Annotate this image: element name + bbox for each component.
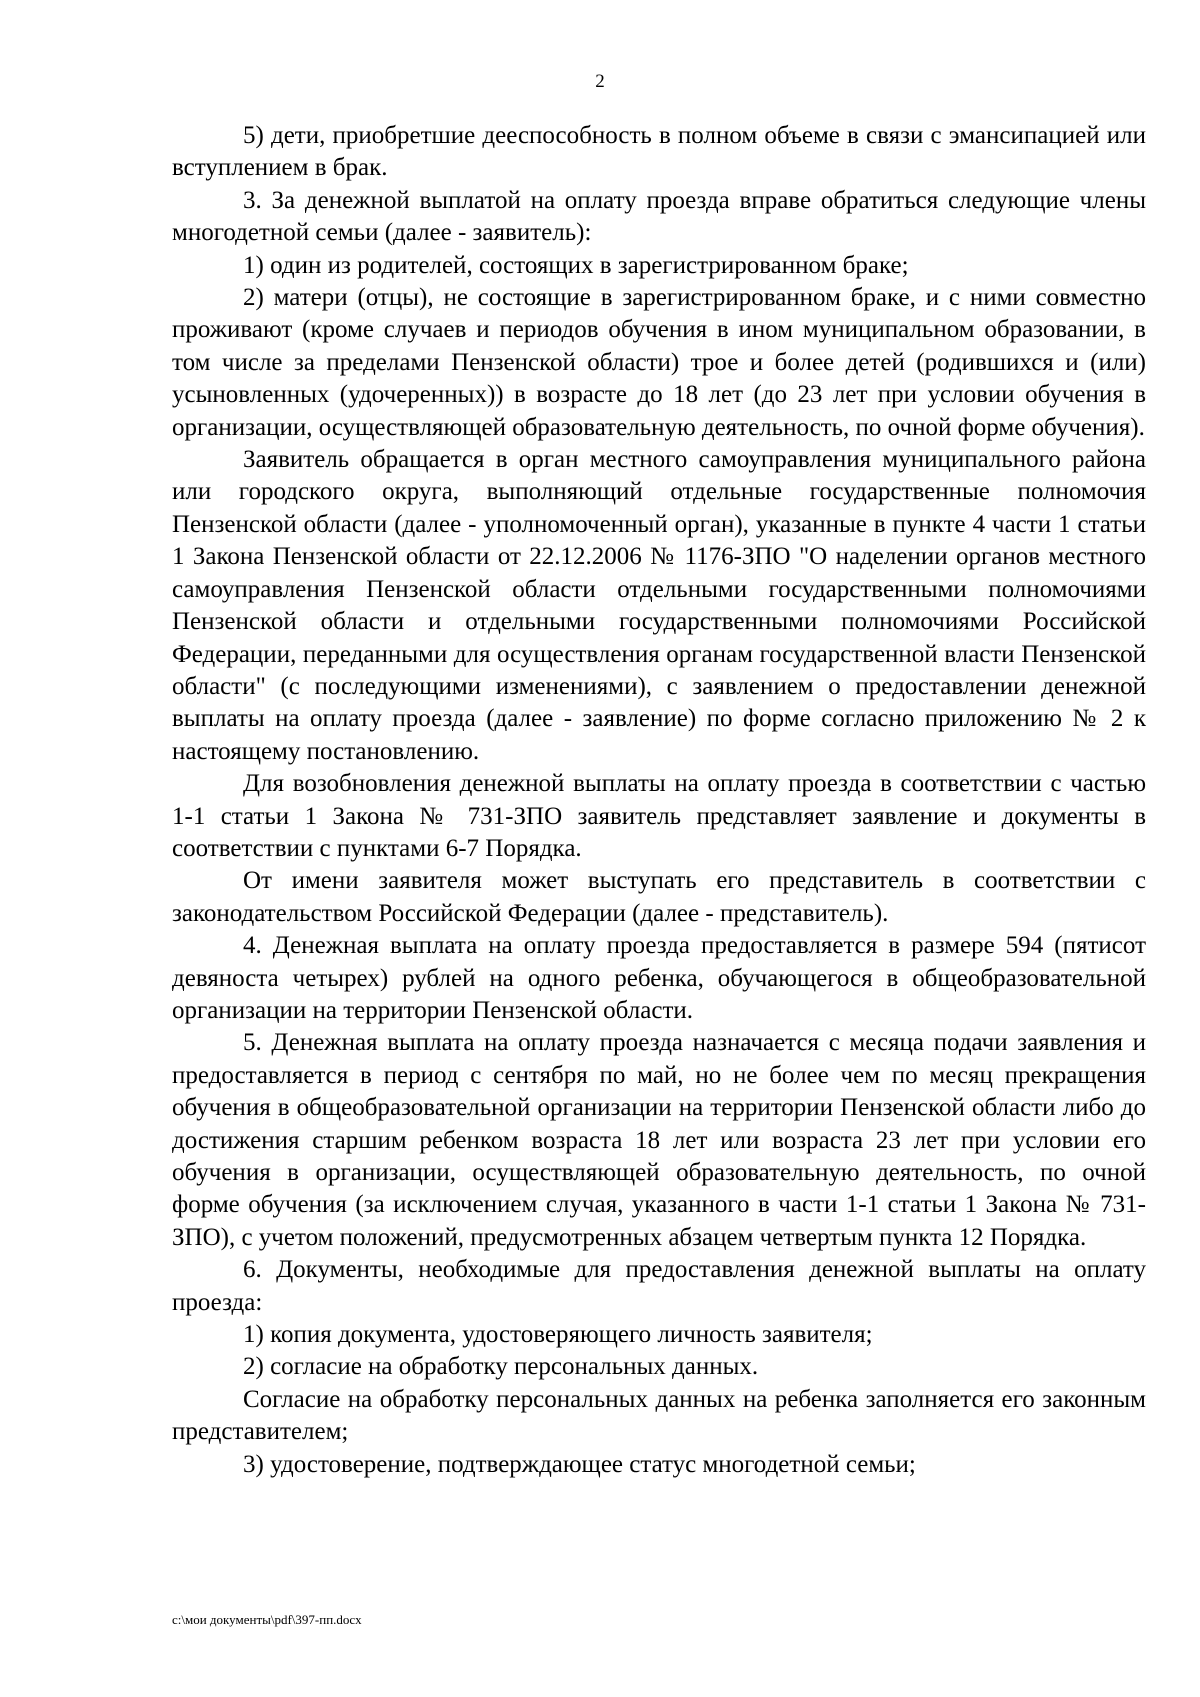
paragraph-applicant-appeal: Заявитель обращается в орган местного самоуправления муниципального района или городского округа, выполняющий отдельные государственные полномочия Пензенской области (далее - уполномоченный орган), указанные в пункте 4 части 1 статьи 1 Закона Пензенской области от 22.12.2006 № 1176-ЗПО "О наделении органов местного самоуправления Пензенской области отдельными государственными полномочиями Пензенской области и отдельными государственными полномочиями Российской Федерации, переданными для осуществления органам государственной власти Пензенской области" (с последующими изменениями), с заявлением о предоставлении денежной выплаты на оплату проезда (далее - заявление) по форме согласно приложению № 2 к настоящему постановлению. (172, 446, 1146, 765)
page-number: 2 (595, 71, 605, 92)
paragraph-6-2-consent: 2) согласие на обработку персональных данных. (243, 1353, 759, 1381)
paragraph-resumption: Для возобновления денежной выплаты на оплату проезда в соответствии с частью 1-1 статьи 1 Закона № 731-ЗПО заявитель представляет заявление и документы в соответствии с пунктами 6-7 Порядка. (172, 770, 1146, 862)
paragraph-representative: От имени заявителя может выступать его представитель в соответствии с законодательством Российской Федерации (далее - представитель). (172, 867, 1146, 927)
footer-file-path: c:\мои документы\pdf\397-пп.docx (172, 1612, 362, 1627)
paragraph-6-documents: 6. Документы, необходимые для предоставления денежной выплаты на оплату проезда: (172, 1256, 1146, 1316)
paragraph-consent-child: Согласие на обработку персональных данных на ребенка заполняется его законным представителем; (172, 1385, 1146, 1446)
paragraph-3-2-unmarried-parents: 2) матери (отцы), не состоящие в зарегистрированном браке, и с ними совместно проживают (кроме случаев и периодов обучения в ином муниципальном образовании, в том числе за пределами Пензенской области) трое и более детей (родившихся и (или) усыновленных (удочеренных)) в возрасте до 18 лет (до 23 лет при условии обучения в организации, осуществляющей образовательную деятельность, по очной форме обучения). (172, 284, 1146, 441)
document-body (172, 120, 1146, 1481)
paragraph-6-1-id-copy: 1) копия документа, удостоверяющего личность заявителя; (243, 1321, 873, 1349)
paragraph-3-1-married-parent: 1) один из родителей, состоящих в зарегистрированном браке; (243, 251, 909, 279)
paragraph-3-applicants: 3. За денежной выплатой на оплату проезда вправе обратиться следующие члены многодетной семьи (далее - заявитель): (172, 186, 1146, 247)
paragraph-4-payment-amount: 4. Денежная выплата на оплату проезда предоставляется в размере 594 (пятисот девяноста четырех) рублей на одного ребенка, обучающегося в общеобразовательной организации на территории Пензенской области. (172, 932, 1146, 1024)
paragraph-5-children-emancipation: 5) дети, приобретшие дееспособность в полном объеме в связи с эмансипацией или вступлением в брак. (172, 122, 1146, 182)
paragraph-6-3-certificate: 3) удостоверение, подтверждающее статус многодетной семьи; (243, 1450, 916, 1478)
paragraph-5-payment-period: 5. Денежная выплата на оплату проезда назначается с месяца подачи заявления и предоставляется в период с сентября по май, но не более чем по месяц прекращения обучения в общеобразовательной организации на территории Пензенской области либо до достижения старшим ребенком возраста 18 лет или возраста 23 лет при условии его обучения в организации, осуществляющей образовательную деятельность, по очной форме обучения (за исключением случая, указанного в части 1-1 статьи 1 Закона № 731-ЗПО), с учетом положений, предусмотренных абзацем четвертым пункта 12 Порядка. (172, 1029, 1146, 1251)
